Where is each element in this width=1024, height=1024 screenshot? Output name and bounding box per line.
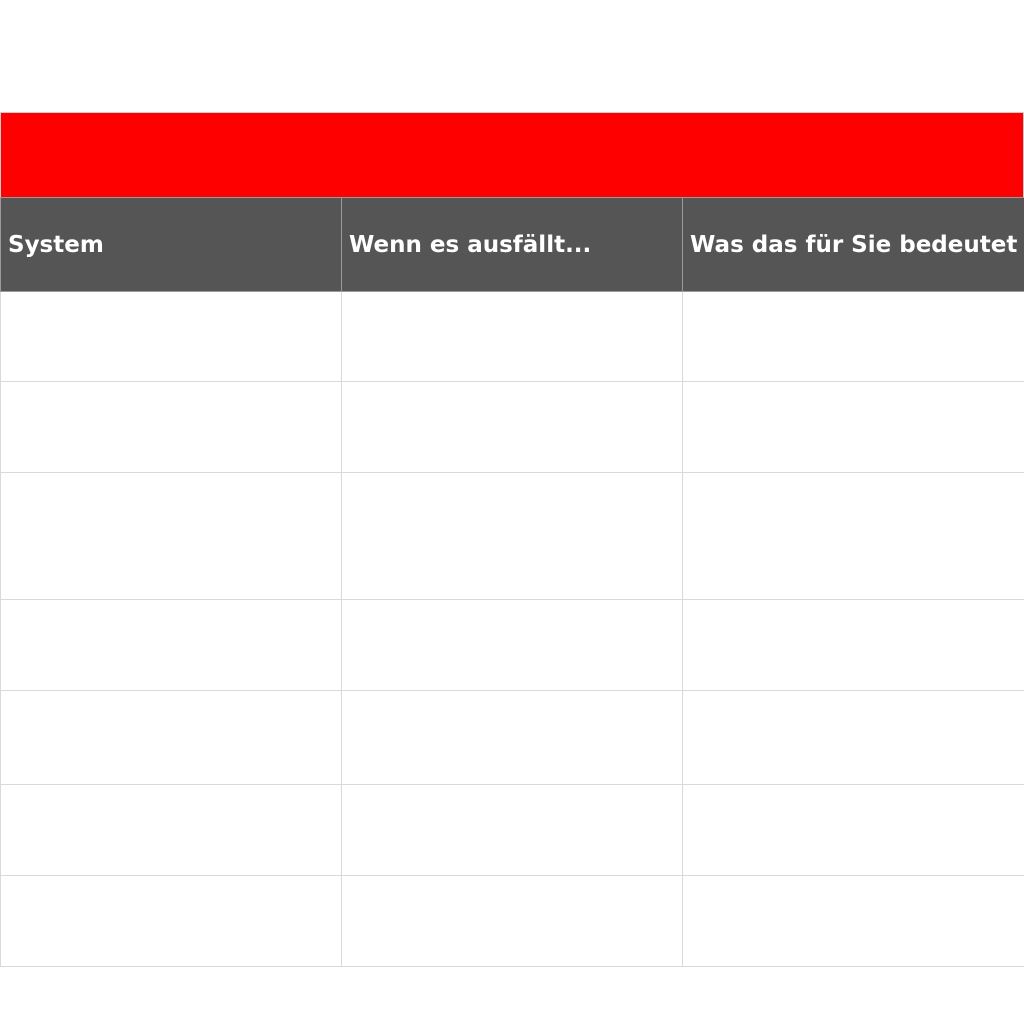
- table-row: [1, 785, 1024, 876]
- table-cell: [1, 691, 342, 785]
- table-row: [1, 292, 1024, 382]
- table-cell: [683, 292, 1024, 382]
- column-header-meaning: Was das für Sie bedeutet: [683, 198, 1024, 292]
- red-banner: [0, 112, 1024, 197]
- data-table: [0, 197, 1024, 967]
- table-cell: [342, 600, 683, 691]
- table-cell: [683, 876, 1024, 967]
- column-header-failure: Wenn es ausfällt...: [342, 198, 683, 292]
- table-row: [1, 691, 1024, 785]
- table-body: [1, 292, 1024, 967]
- table-cell: [342, 473, 683, 600]
- table-cell: [683, 600, 1024, 691]
- table-cell: [1, 473, 342, 600]
- table-row: [1, 600, 1024, 691]
- table-row: [1, 876, 1024, 967]
- table-cell: [342, 691, 683, 785]
- table-row: [1, 382, 1024, 473]
- table-cell: [1, 292, 342, 382]
- table-header-row: [1, 198, 1024, 292]
- column-header-system: System: [1, 198, 342, 292]
- table-row: [1, 473, 1024, 600]
- table-cell: [1, 876, 342, 967]
- table-cell: [683, 785, 1024, 876]
- table-cell: [683, 473, 1024, 600]
- table-cell: [342, 785, 683, 876]
- table-cell: [1, 785, 342, 876]
- table-cell: [342, 876, 683, 967]
- table-cell: [683, 382, 1024, 473]
- table-cell: [342, 382, 683, 473]
- document: [0, 112, 1024, 967]
- table-cell: [683, 691, 1024, 785]
- table-cell: [1, 382, 342, 473]
- table-cell: [1, 600, 342, 691]
- table-cell: [342, 292, 683, 382]
